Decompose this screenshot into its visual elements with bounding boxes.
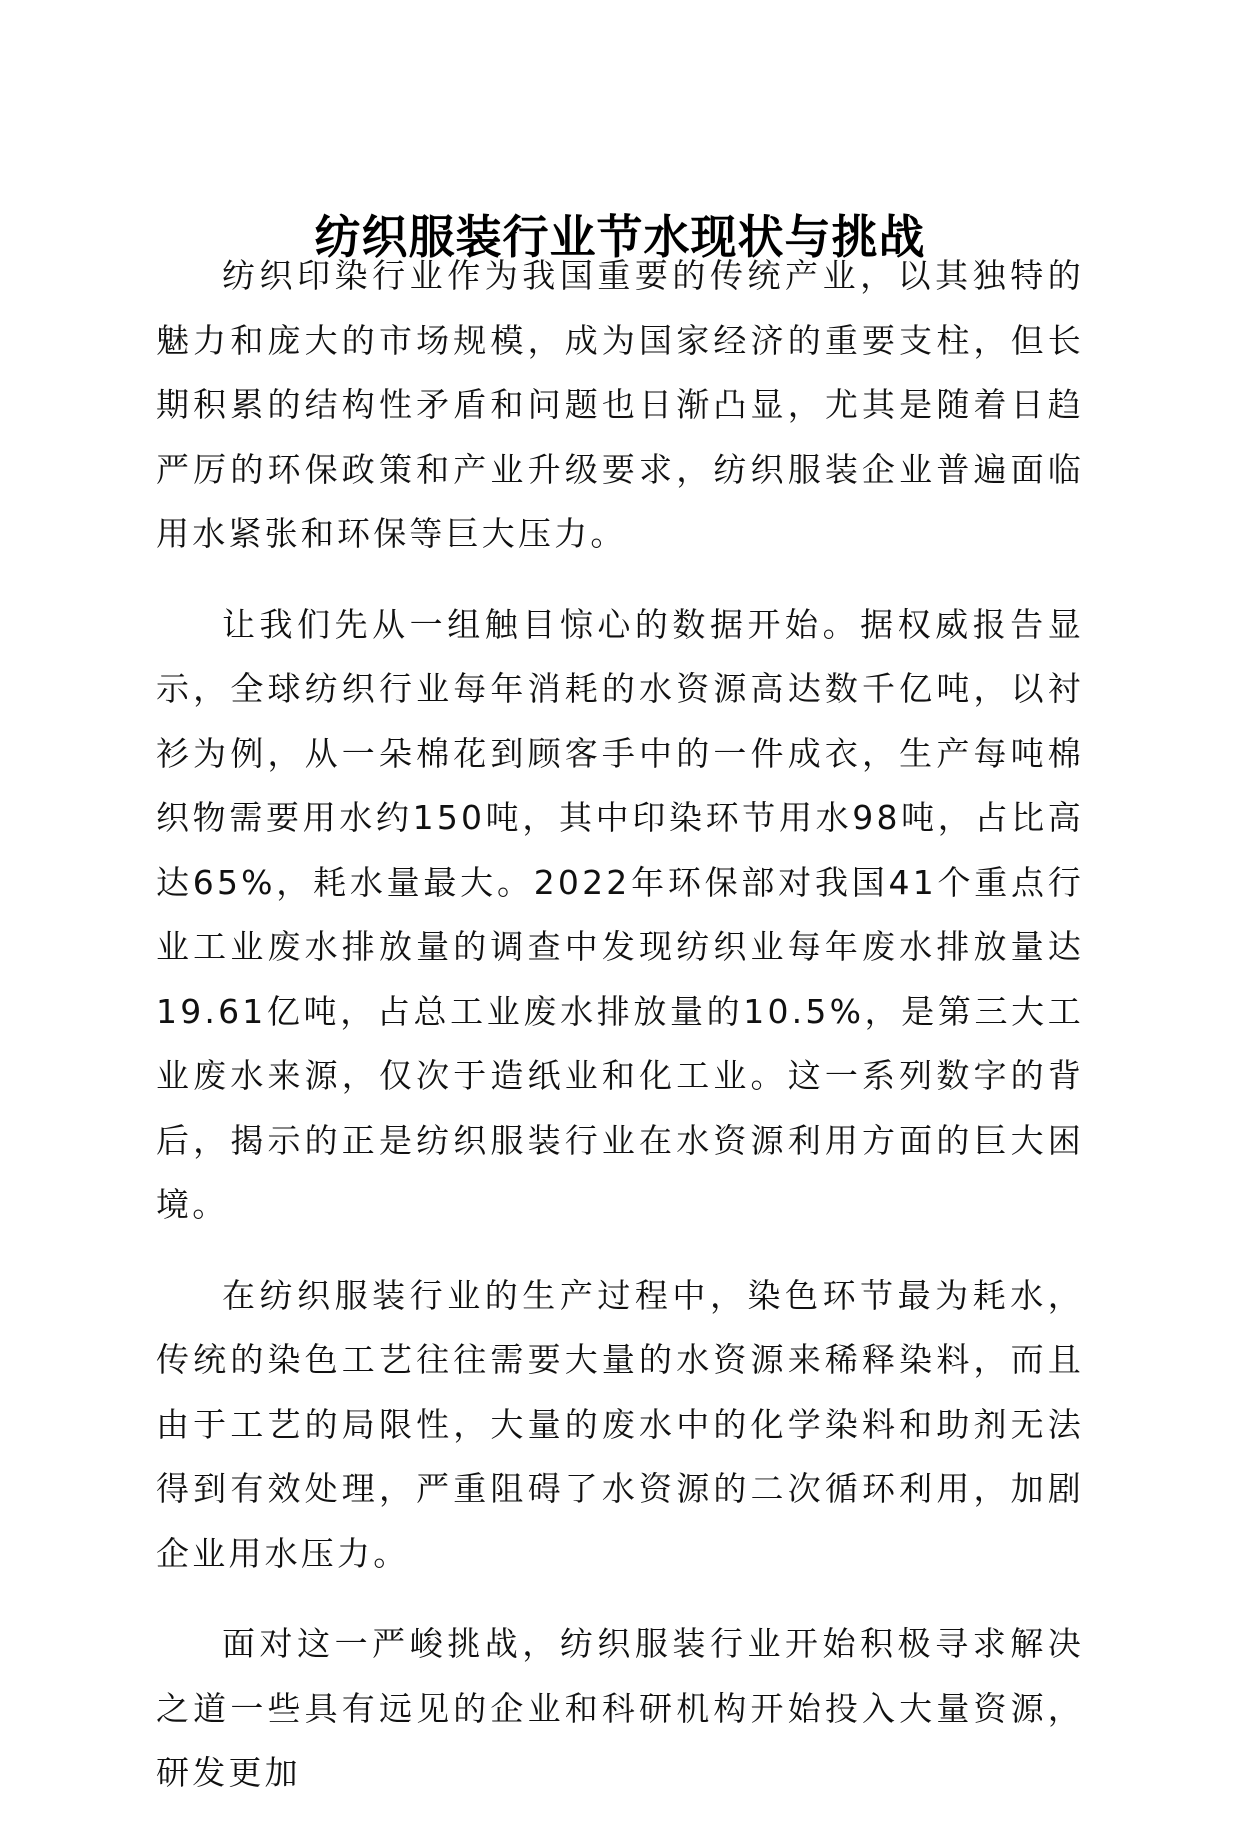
document-body [156, 244, 1084, 1832]
paragraph-statistics: 让我们先从一组触目惊心的数据开始。据权威报告显示，全球纺织行业每年消耗的水资源高达数千亿吨，以衬衫为例，从一朵棉花到顾客手中的一件成衣，生产每吨棉织物需要用水约150吨，其中印染环节用水98吨，占比高达65%，耗水量最大。2022年环保部对我国41个重点行业工业废水排放量的调查中发现纺织业每年废水排放量达19.61亿吨，占总工业废水排放量的10.5%，是第三大工业废水来源，仅次于造纸业和化工业。这一系列数字的背后，揭示的正是纺织服装行业在水资源利用方面的巨大困境。 [156, 604, 1084, 1224]
paragraph-dyeing-process: 在纺织服装行业的生产过程中，染色环节最为耗水，传统的染色工艺往往需要大量的水资源来稀释染料，而且由于工艺的局限性，大量的废水中的化学染料和助剂无法得到有效处理，严重阻碍了水资源的二次循环利用，加剧企业用水压力。 [156, 1275, 1084, 1573]
paragraph-solutions: 面对这一严峻挑战，纺织服装行业开始积极寻求解决之道一些具有远见的企业和科研机构开始投入大量资源，研发更加 [156, 1624, 1084, 1792]
paragraph-intro: 纺织印染行业作为我国重要的传统产业，以其独特的魅力和庞大的市场规模，成为国家经济的重要支柱，但长期积累的结构性矛盾和问题也日渐凸显，尤其是随着日趋严厉的环保政策和产业升级要求，纺织服装企业普遍面临用水紧张和环保等巨大压力。 [156, 256, 1084, 553]
page-title: 纺织服装行业节水现状与挑战 [314, 209, 926, 264]
